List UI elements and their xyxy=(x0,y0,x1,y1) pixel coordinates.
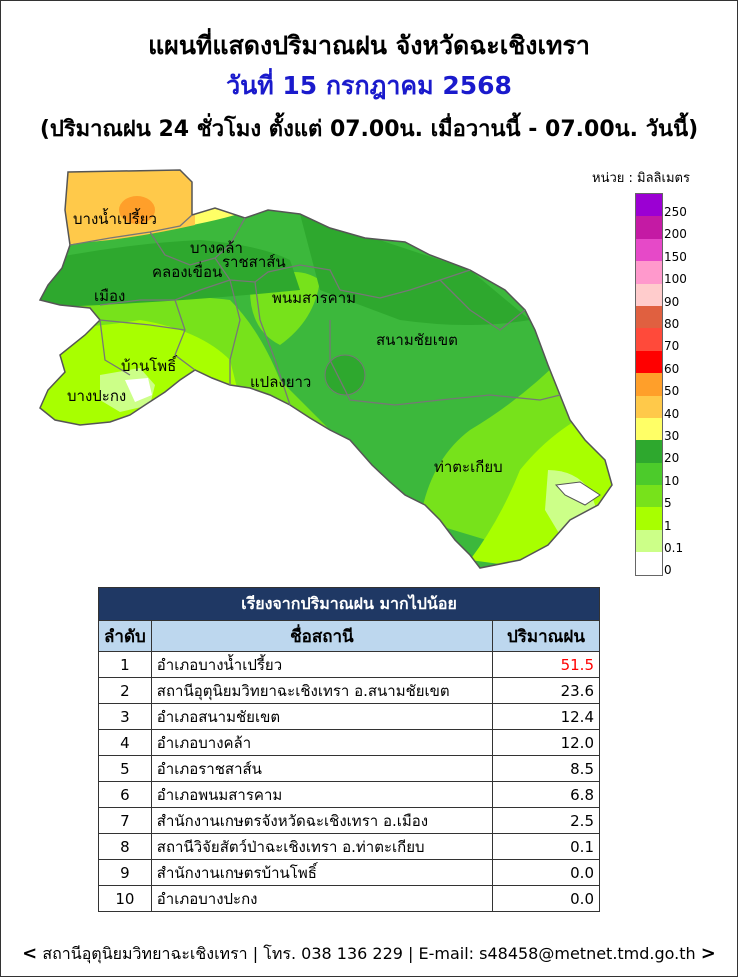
legend-tick-label: 0 xyxy=(664,563,672,578)
rank-cell: 1 xyxy=(99,652,152,678)
legend-tick-label: 100 xyxy=(664,272,687,287)
legend-swatch xyxy=(636,440,662,462)
rain-cell: 23.6 xyxy=(493,678,600,704)
rank-cell: 2 xyxy=(99,678,152,704)
table-row xyxy=(99,860,600,886)
rain-cell: 0.0 xyxy=(493,860,600,886)
legend-swatch xyxy=(636,485,662,507)
legend-tick-label: 200 xyxy=(664,227,687,242)
legend-swatch xyxy=(636,463,662,485)
legend-swatch xyxy=(636,396,662,418)
legend-tick-label: 5 xyxy=(664,496,672,511)
legend-tick-label: 50 xyxy=(664,384,680,399)
table-row xyxy=(99,808,600,834)
rank-cell: 7 xyxy=(99,808,152,834)
station-cell: อำเภอราชสาส์น xyxy=(151,756,492,782)
legend-tick-label: 30 xyxy=(664,429,680,443)
rain-cell: 51.5 xyxy=(493,652,600,678)
label-ban-pho: บ้านโพธิ์ xyxy=(121,357,177,375)
legend-tick-label: 70 xyxy=(664,339,680,354)
legend-swatch xyxy=(636,328,662,350)
legend-swatch xyxy=(636,239,662,261)
legend-swatch xyxy=(636,261,662,283)
station-cell: อำเภอบางน้ำเปรี้ยว xyxy=(151,652,492,678)
rank-cell: 5 xyxy=(99,756,152,782)
label-bang-khla: บางคล้า xyxy=(190,239,243,257)
legend-tick-label: 0.1 xyxy=(664,541,684,555)
legend-tick-label: 90 xyxy=(664,294,680,309)
footer-right-arrow: > xyxy=(700,943,716,964)
label-ratchasan: ราชสาส์น xyxy=(222,253,286,271)
legend-swatch xyxy=(636,216,662,238)
map-period: (ปริมาณฝน 24 ชั่วโมง ตั้งแต่ 07.00น. เมื่อวานนี้ - 07.00น. วันนี้) xyxy=(39,117,699,142)
map-date: วันที่ 15 กรกฎาคม 2568 xyxy=(226,71,512,100)
header-station: ชื่อสถานี xyxy=(151,621,492,652)
legend-tick-label: 20 xyxy=(664,451,680,466)
label-plaeng-yao: แปลงยาว xyxy=(250,373,312,391)
rank-cell: 3 xyxy=(99,704,152,730)
station-cell: อำเภอสนามชัยเขต xyxy=(151,704,492,730)
rain-cell: 12.4 xyxy=(493,704,600,730)
table-row xyxy=(99,756,600,782)
label-khlong-khuean: คลองเขื่อน xyxy=(152,263,223,281)
rain-cell: 8.5 xyxy=(493,756,600,782)
legend-swatch xyxy=(636,194,662,216)
legend-tick-label: 250 xyxy=(664,205,687,219)
table-row xyxy=(99,678,600,704)
table-row xyxy=(99,704,600,730)
label-bang-pakong: บางปะกง xyxy=(67,387,127,405)
rank-cell: 9 xyxy=(99,860,152,886)
rain-cell: 2.5 xyxy=(493,808,600,834)
footer-left-arrow: < xyxy=(22,943,38,964)
legend-unit: หน่วย : มิลลิเมตร xyxy=(592,171,690,186)
station-cell: สถานีวิจัยสัตว์ป่าฉะเชิงเทรา อ.ท่าตะเกียบ xyxy=(151,834,492,860)
station-cell: อำเภอพนมสารคาม xyxy=(151,782,492,808)
legend-swatch xyxy=(636,507,662,529)
footer xyxy=(0,942,738,967)
station-cell: สำนักงานเกษตรบ้านโพธิ์ xyxy=(151,860,492,886)
station-cell: สถานีอุตุนิยมวิทยาฉะเชิงเทรา อ.สนามชัยเขต xyxy=(151,678,492,704)
rank-cell: 4 xyxy=(99,730,152,756)
legend-swatch xyxy=(636,373,662,395)
rank-cell: 8 xyxy=(99,834,152,860)
table-row xyxy=(99,886,600,912)
rank-cell: 10 xyxy=(99,886,152,912)
legend-tick-label: 40 xyxy=(664,406,680,421)
color-legend xyxy=(635,193,663,576)
station-cell: อำเภอบางปะกง xyxy=(151,886,492,912)
rain-cell: 12.0 xyxy=(493,730,600,756)
station-cell: สำนักงานเกษตรจังหวัดฉะเชิงเทรา อ.เมือง xyxy=(151,808,492,834)
table-row xyxy=(99,652,600,678)
legend-swatch xyxy=(636,284,662,306)
rain-cell: 0.0 xyxy=(493,886,600,912)
legend-tick-label: 60 xyxy=(664,361,680,376)
legend-tick-label: 150 xyxy=(664,249,687,264)
table-row xyxy=(99,730,600,756)
legend-swatch xyxy=(636,418,662,440)
table-row xyxy=(99,782,600,808)
footer-text: สถานีอุตุนิยมวิทยาฉะเชิงเทรา | โทร. 038 136 229 | E-mail: s48458@metnet.tmd.go.th xyxy=(42,944,696,963)
legend-swatch xyxy=(636,552,662,574)
rainfall-ranking-table xyxy=(98,587,600,912)
table-row xyxy=(99,834,600,860)
legend-tick-label: 80 xyxy=(664,317,680,331)
label-phanom-sarakham: พนมสารคาม xyxy=(272,289,357,307)
rank-cell: 6 xyxy=(99,782,152,808)
label-mueang: เมือง xyxy=(94,287,126,305)
rain-cell: 0.1 xyxy=(493,834,600,860)
header-rain: ปริมาณฝน xyxy=(493,621,600,652)
legend-swatch xyxy=(636,306,662,328)
table-title: เรียงจากปริมาณฝน มากไปน้อย xyxy=(99,588,600,621)
legend-tick-label: 10 xyxy=(664,473,680,488)
station-cell: อำเภอบางคล้า xyxy=(151,730,492,756)
legend-tick-label: 1 xyxy=(664,518,672,533)
label-bang-nam-priao: บางน้ำเปรี้ยว xyxy=(73,210,157,228)
label-sanam-chai-khet: สนามชัยเขต xyxy=(376,331,458,349)
legend-swatch xyxy=(636,351,662,373)
legend-swatch xyxy=(636,530,662,552)
label-tha-takiap: ท่าตะเกียบ xyxy=(434,458,503,476)
rain-cell: 6.8 xyxy=(493,782,600,808)
map-title: แผนที่แสดงปริมาณฝน จังหวัดฉะเชิงเทรา xyxy=(148,31,590,60)
header-rank: ลำดับ xyxy=(99,621,152,652)
